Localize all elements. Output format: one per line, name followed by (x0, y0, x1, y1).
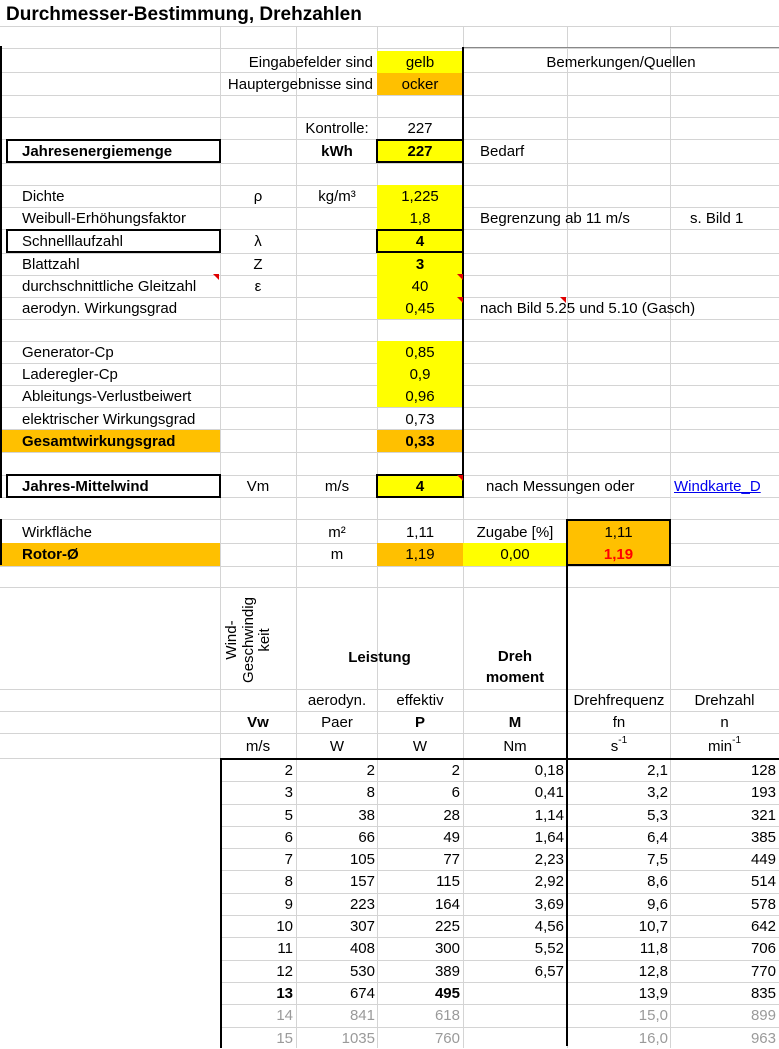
windkarte-link[interactable]: Windkarte_D (674, 477, 761, 495)
cell-p: 115 (436, 872, 460, 890)
cell-m: 1,14 (534, 806, 564, 824)
blades-input[interactable]: 3 (377, 253, 463, 275)
cell-fn: 2,1 (647, 761, 668, 779)
rotor-value: 1,19 (377, 543, 463, 566)
elec-eff-value: 0,73 (405, 410, 435, 428)
cell-n: 385 (750, 828, 776, 846)
cell-vw: 13 (276, 984, 293, 1002)
cell-paer: 157 (349, 872, 375, 890)
weibull-label: Weibull-Erhöhungsfaktor (22, 209, 186, 227)
control-label: Kontrolle: (305, 119, 369, 137)
rotor-unit: m (330, 546, 344, 563)
density-unit: kg/m³ (318, 187, 356, 205)
cell-m: 0,41 (534, 783, 564, 801)
page-title: Durchmesser-Bestimmung, Drehzahlen (6, 3, 362, 25)
cell-paer: 307 (349, 917, 375, 935)
cell-p: 2 (451, 761, 460, 779)
blades-symbol: Z (253, 255, 263, 273)
aero-header: aerodyn. (307, 691, 367, 709)
comment-marker (560, 297, 566, 303)
cell-p: 225 (434, 917, 460, 935)
power-header: Leistung (348, 648, 411, 666)
fn-col-header: fn (612, 713, 626, 731)
cell-vw: 2 (284, 761, 293, 779)
p-col-header: P (414, 713, 425, 731)
freq-header: Drehfrequenz (573, 691, 665, 709)
cell-m: 0,18 (534, 761, 564, 779)
cell-n: 193 (750, 783, 776, 801)
cell-paer: 8 (366, 783, 375, 801)
cell-m (463, 1004, 567, 1026)
cell-vw: 6 (284, 828, 293, 846)
area-extra-value: 1,11 (567, 521, 670, 543)
cell-n: 706 (750, 939, 776, 957)
cell-p: 6 (451, 783, 460, 801)
cell-p: 164 (434, 895, 460, 913)
cell-m: 5,52 (534, 939, 564, 957)
cell-paer: 105 (349, 850, 375, 868)
control-value: 227 (407, 119, 433, 137)
cell-paer: 38 (358, 806, 375, 824)
blades-label: Blattzahl (22, 255, 80, 273)
weibull-remark: Begrenzung ab 11 m/s (480, 209, 630, 227)
p-unit: W (412, 737, 428, 755)
cell-fn: 6,4 (647, 828, 668, 846)
cell-p: 77 (443, 850, 460, 868)
cell-fn: 5,3 (647, 806, 668, 824)
cell-paer: 674 (349, 984, 375, 1002)
cell-fn: 8,6 (647, 872, 668, 890)
tsr-input[interactable]: 4 (377, 230, 463, 252)
cell-paer: 66 (358, 828, 375, 846)
cell-n: 321 (750, 806, 776, 824)
effective-header: effektiv (396, 691, 444, 709)
cell-p: 28 (443, 806, 460, 824)
input-legend-label: Eingabefelder sind (248, 53, 373, 71)
wind-unit: m/s (324, 477, 350, 495)
cell-n: 642 (750, 917, 776, 935)
glide-symbol: ε (254, 277, 262, 295)
wind-remark: nach Messungen oder (486, 477, 635, 495)
cell-n: 899 (750, 1006, 776, 1024)
result-legend-swatch[interactable]: ocker (377, 73, 463, 95)
m-unit: Nm (503, 737, 527, 755)
cell-paer: 530 (349, 962, 375, 980)
cell-vw: 14 (276, 1006, 293, 1024)
weibull-remark-figure: s. Bild 1 (690, 209, 744, 227)
input-legend-swatch[interactable]: gelb (377, 51, 463, 73)
cell-fn: 9,6 (647, 895, 668, 913)
remarks-header: Bemerkungen/Quellen (546, 53, 696, 71)
cell-fn: 3,2 (647, 783, 668, 801)
cell-n: 128 (750, 761, 776, 779)
density-input[interactable]: 1,225 (377, 185, 463, 207)
lineloss-label: Ableitungs-Verlustbeiwert (22, 387, 192, 405)
cell-n: 770 (750, 962, 776, 980)
m-col-header: M (508, 713, 522, 731)
result-legend-label: Hauptergebnisse sind (227, 75, 373, 93)
cell-fn: 10,7 (638, 917, 668, 935)
cell-m (463, 982, 567, 1004)
cell-p: 300 (434, 939, 460, 957)
generator-label: Generator-Cp (22, 343, 114, 361)
cell-vw: 3 (284, 783, 293, 801)
fn-unit (567, 735, 671, 757)
n-unit-base: min (707, 737, 733, 755)
cell-vw: 11 (277, 939, 293, 957)
cell-vw: 7 (284, 850, 293, 868)
cell-paer: 223 (349, 895, 375, 913)
n-col-header: n (720, 713, 729, 731)
speed-header: Drehzahl (694, 691, 755, 709)
tsr-symbol: λ (254, 232, 262, 250)
glide-label: durchschnittliche Gleitzahl (22, 277, 197, 295)
aero-eff-label: aerodyn. Wirkungsgrad (22, 299, 178, 317)
energy-remark: Bedarf (480, 143, 525, 160)
paer-unit: W (329, 737, 345, 755)
charger-label: Laderegler-Cp (22, 365, 118, 383)
rotor-extra-pct-input[interactable]: 0,00 (463, 543, 567, 566)
cell-m: 2,92 (534, 872, 564, 890)
density-symbol: ρ (253, 187, 263, 205)
comment-marker (457, 297, 463, 303)
cell-m: 1,64 (534, 828, 564, 846)
cell-vw: 12 (276, 962, 293, 980)
wind-symbol: Vm (246, 477, 270, 495)
comment-marker (213, 274, 219, 280)
energy-label: Jahresenergiemenge (22, 143, 173, 160)
cell-paer: 1035 (341, 1029, 375, 1047)
cell-p: 760 (434, 1029, 460, 1047)
cell-m: 3,69 (534, 895, 564, 913)
paer-col-header: Paer (321, 713, 353, 731)
cell-n: 963 (750, 1029, 776, 1047)
cell-paer: 2 (366, 761, 375, 779)
area-unit: m² (328, 523, 346, 541)
torque-header: Dreh moment (485, 648, 545, 686)
cell-vw: 9 (284, 895, 293, 913)
cell-vw: 8 (284, 872, 293, 890)
cell-fn: 16,0 (638, 1029, 668, 1047)
fn-unit-exp: -1 (618, 735, 628, 746)
wind-label: Jahres-Mittelwind (22, 477, 149, 495)
cell-vw: 5 (284, 806, 293, 824)
rotor-extra-value: 1,19 (567, 543, 670, 566)
cell-paer: 841 (349, 1006, 375, 1024)
cell-vw: 10 (276, 917, 293, 935)
cell-p: 49 (443, 828, 460, 846)
cell-p: 389 (434, 962, 460, 980)
fn-unit-base: s (610, 737, 619, 755)
cell-fn: 15,0 (638, 1006, 668, 1024)
wind-input[interactable]: 4 (377, 475, 463, 497)
comment-marker (457, 475, 463, 481)
vw-unit: m/s (245, 737, 271, 755)
cell-paer: 408 (349, 939, 375, 957)
cell-p: 495 (434, 984, 460, 1002)
comment-marker (457, 274, 463, 280)
total-eff-value: 0,33 (377, 430, 463, 452)
n-unit-exp: -1 (732, 735, 742, 746)
cell-p: 618 (434, 1006, 460, 1024)
density-label: Dichte (22, 187, 65, 205)
rotor-label: Rotor-Ø (0, 543, 220, 566)
energy-unit: kWh (321, 143, 353, 160)
weibull-input[interactable]: 1,8 (377, 207, 463, 229)
aero-eff-input[interactable]: 0,45 (377, 297, 463, 319)
glide-input[interactable]: 40 (377, 275, 463, 297)
cell-n: 449 (750, 850, 776, 868)
wind-speed-header: Wind- Geschwindig keit (223, 597, 273, 683)
cell-fn: 12,8 (638, 962, 668, 980)
cell-n: 835 (750, 984, 776, 1002)
cell-vw: 15 (276, 1029, 293, 1047)
generator-input[interactable]: 0,85 (377, 341, 463, 363)
cell-n: 578 (750, 895, 776, 913)
cell-fn: 11,8 (639, 939, 668, 957)
area-value: 1,11 (405, 523, 435, 541)
elec-eff-label: elektrischer Wirkungsgrad (22, 410, 196, 428)
cell-m: 4,56 (534, 917, 564, 935)
cell-m: 6,57 (534, 962, 564, 980)
aero-eff-remark: nach Bild 5.25 und 5.10 (Gasch) (480, 299, 696, 317)
cell-n: 514 (750, 872, 776, 890)
area-label: Wirkfläche (22, 523, 93, 541)
cell-fn: 13,9 (638, 984, 668, 1002)
cell-m (463, 1027, 567, 1049)
charger-input[interactable]: 0,9 (377, 363, 463, 385)
total-eff-label: Gesamtwirkungsgrad (0, 430, 220, 452)
area-extra-label: Zugabe [%] (476, 523, 554, 541)
energy-input[interactable]: 227 (377, 140, 463, 163)
vw-col-header: Vw (247, 713, 269, 731)
n-unit (670, 735, 779, 757)
tsr-label: Schnelllaufzahl (22, 232, 123, 250)
cell-fn: 7,5 (647, 850, 668, 868)
lineloss-input[interactable]: 0,96 (377, 385, 463, 407)
cell-m: 2,23 (534, 850, 564, 868)
